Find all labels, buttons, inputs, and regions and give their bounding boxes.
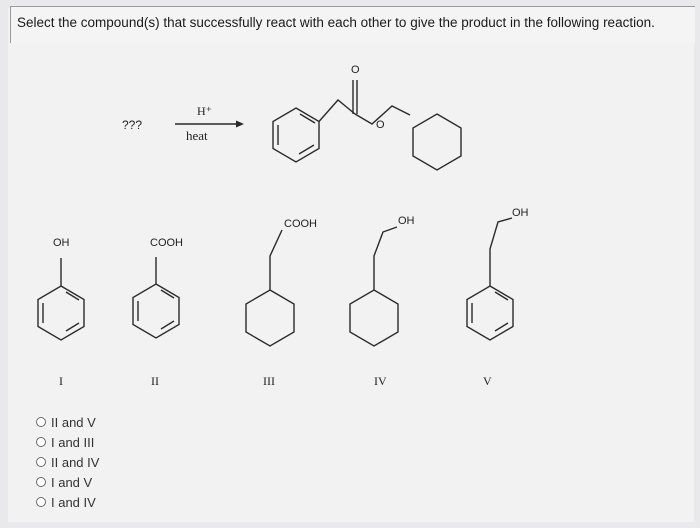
compound-V-structure (467, 218, 513, 340)
compound-IV-group: OH (398, 215, 415, 227)
product-benzene-ring (273, 108, 319, 162)
option-i-and-v[interactable] (36, 472, 99, 492)
option-label: II and IV (51, 454, 100, 470)
answer-options (36, 412, 99, 512)
condition-label: heat (186, 128, 208, 143)
compound-I-structure (38, 258, 84, 340)
carbonyl-oxygen-label: O (351, 64, 360, 76)
compound-IV-structure (350, 227, 398, 346)
catalyst-label: H⁺ (197, 104, 212, 118)
option-label: I and III (51, 434, 95, 450)
radio-button[interactable] (36, 417, 46, 427)
compound-II-structure (133, 257, 179, 338)
compound-IV-numeral: IV (374, 374, 387, 388)
option-label: I and IV (51, 494, 96, 510)
option-label: II and V (51, 414, 96, 430)
question-text: Select the compound(s) that successfully react with each other to give the product in the following reaction. (17, 15, 655, 30)
reaction-arrow (175, 121, 244, 128)
radio-button[interactable] (36, 457, 46, 467)
compound-II-numeral: II (151, 374, 159, 388)
compound-III-group: COOH (284, 218, 317, 230)
compound-V-group: OH (512, 207, 529, 219)
radio-button[interactable] (36, 497, 46, 507)
product-ester-chain (319, 80, 410, 124)
compound-III-structure (246, 230, 294, 346)
option-label: I and V (51, 474, 93, 490)
option-ii-and-iv[interactable] (36, 452, 99, 472)
compound-III-numeral: III (263, 374, 275, 388)
compound-I-group: OH (53, 237, 70, 249)
product-cyclohexane-ring (413, 114, 461, 170)
radio-button[interactable] (36, 477, 46, 487)
compound-II-group: COOH (150, 237, 183, 249)
radio-button[interactable] (36, 437, 46, 447)
option-i-and-iv[interactable] (36, 492, 99, 512)
compound-I-numeral: I (59, 374, 63, 388)
compound-V-numeral: V (483, 374, 492, 388)
option-ii-and-v[interactable] (36, 412, 99, 432)
ester-oxygen-label: O (376, 119, 385, 131)
option-i-and-iii[interactable] (36, 432, 99, 452)
reagent-label: ??? (122, 118, 143, 132)
